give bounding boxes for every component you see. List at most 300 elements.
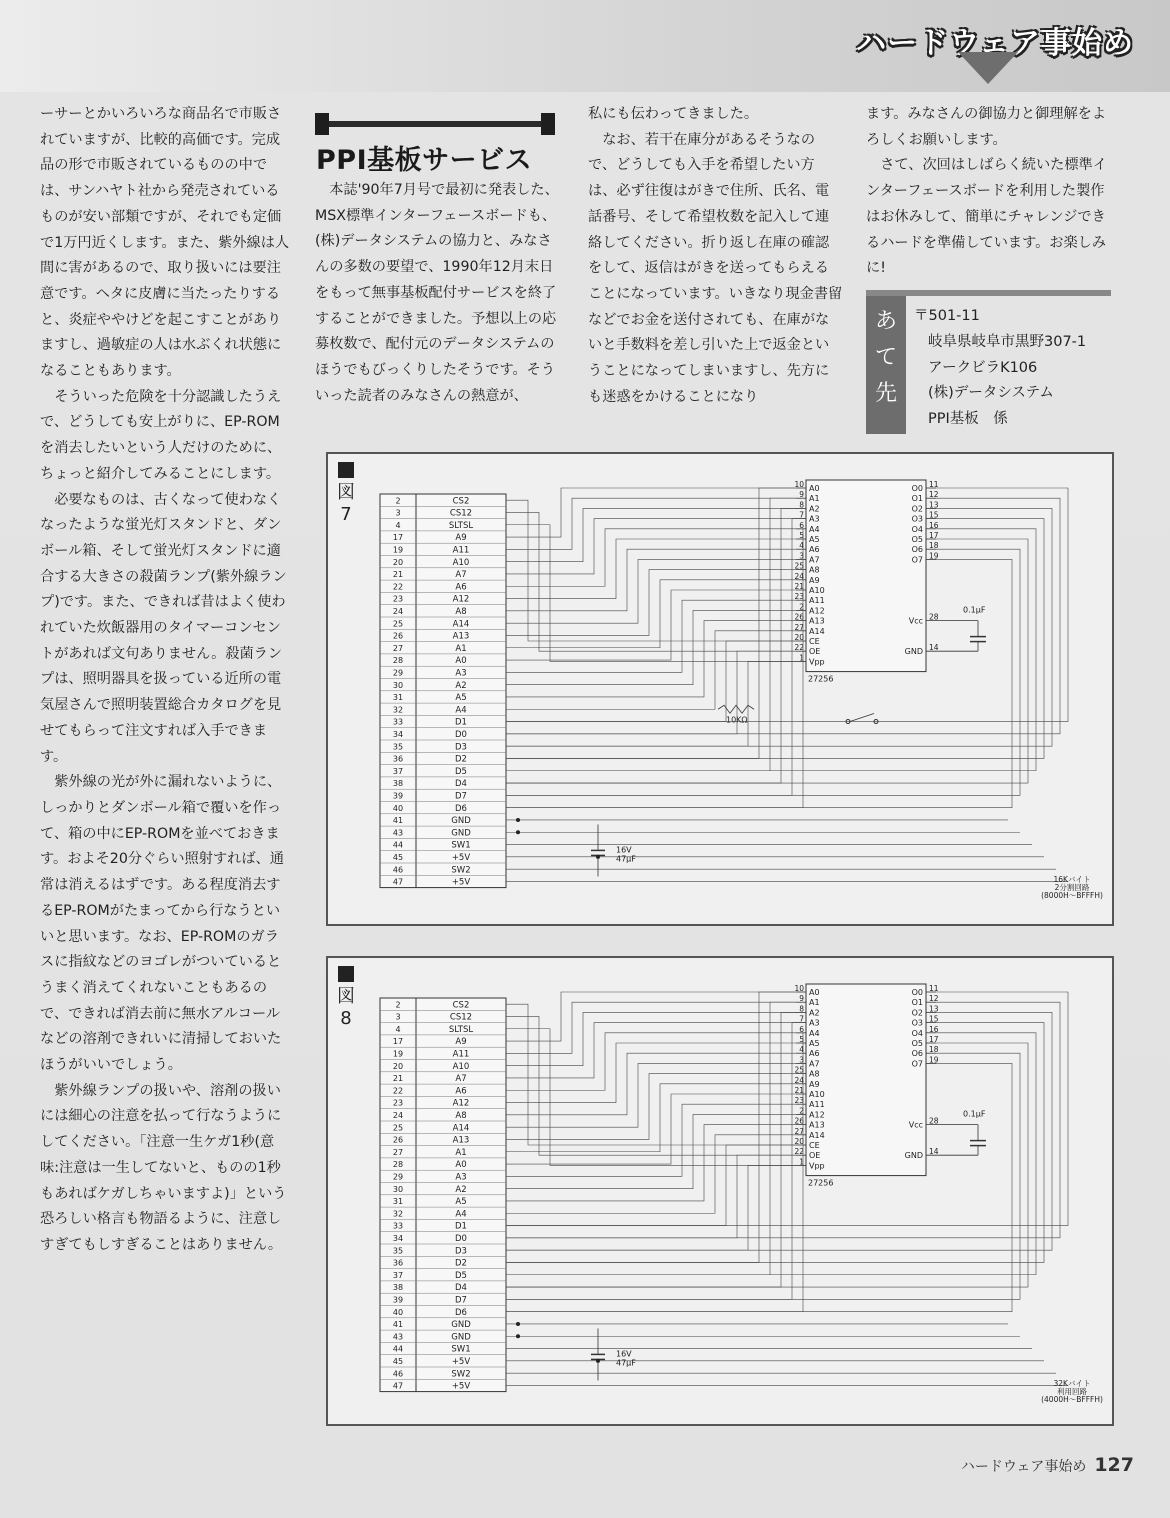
paragraph: ーサーとかいろいろな商品名で市販されていますが、比較的高価です。完成品の形で市販されているものの中では、サンハヤト社から発売されているものが安い部類ですが、それでも定価で1万円近くします。また、紫外線は人間に害があるので、取り扱いには要注意です。ヘタに皮膚に当たったりすると、炎症ややけどを起こすことがありますし、過敏症の人は水ぶくれ状態になることもあります。 [40,106,290,380]
figure-label: 図8 [336,966,356,1030]
connector-pin-number: 31 [392,1197,404,1207]
paragraph: さて、次回はしばらく続いた標準インターフェースボードを利用した製作はお休みして、簡単にチャレンジできるハードを準備しています。お楽しみに! [866,157,1107,277]
connector-signal-label: A9 [455,1037,467,1048]
connector-signal-label: D0 [455,1234,467,1244]
chip-pin-label: Vpp [809,1161,825,1171]
connector-pin-number: 36 [392,754,404,764]
chip-pin-number: 20 [794,633,804,642]
wire [506,1002,796,1053]
connector-signal-label: +5V [451,1381,471,1392]
connector-signal-label: A4 [455,705,467,716]
page-number: 127 [1094,1454,1134,1476]
connector-signal-label: A6 [455,1086,467,1097]
address-block [914,304,1086,433]
chip-pin-label: O0 [911,988,923,997]
electrolytic-voltage: 16V [616,1349,632,1359]
connector-signal-label: SW1 [451,840,471,851]
chip-pin-number: 24 [794,1075,804,1085]
chip-pin-number: 21 [794,582,804,591]
wire [506,1033,1036,1275]
connector-pin-number: 41 [392,1320,404,1330]
connector-signal-label: A5 [455,1197,467,1208]
chip-pin-number: 8 [799,1004,804,1014]
connector-pin-number: 38 [392,779,404,789]
paragraph: 必要なものは、古くなって使わなくなったような蛍光灯スタンドと、ダンボール箱、そして蛍光灯スタンドに適合する大きさの殺菌ランプ(紫外線ランプ)です。また、できれば昔はよく使われていた炊飯器用のタイマーコンセントがあれば文句ありません。殺菌ランプは、照明器具を扱っている近所の電気屋さんで照明装置総合カタログを見せてもらって注文すれば入手できます。 [40,491,287,765]
chip-pin-number: 17 [929,531,939,540]
wire [506,1135,796,1213]
chip-pin-number: 8 [799,500,804,510]
wire [506,519,796,574]
connector-signal-label: A7 [455,570,467,581]
chip-pin-label: A3 [809,1018,820,1028]
wire [506,529,796,586]
figure-note: 16Kバイト [1053,875,1091,884]
connector-pin-number: 26 [392,1135,404,1145]
connector-pin-number: 26 [392,631,404,641]
wire [506,500,796,641]
connector-pin-number: 33 [392,1221,404,1231]
connector-pin-number: 41 [392,816,404,826]
electrolytic-value: 47μF [616,854,636,864]
chip-pin-label: A14 [809,626,825,636]
wire [506,519,796,796]
chip-pin-number: 4 [799,1045,804,1055]
vcc-label: Vcc [908,1120,923,1130]
connector-signal-label: A9 [455,533,467,544]
chip-pin-number: 25 [794,1065,804,1075]
connector-pin-number: 35 [392,742,404,752]
chip-pin-number: 11 [929,984,939,993]
connector-signal-label: D2 [455,1258,467,1269]
connector-pin-number: 40 [392,803,404,813]
junction-dot [516,818,520,822]
junction-dot [516,1322,520,1326]
resistor [718,705,754,713]
chip-pin-number: 19 [929,551,939,561]
paragraph: そういった危険を十分認識したうえで、どうしても安上がりに、EP-ROMを消去したいという人だけのために、ちょっと紹介してみることにします。 [40,388,282,482]
connector-signal-label: D7 [455,791,467,802]
address-line: (株)データシステム [928,385,1054,402]
connector-pin-number: 32 [392,1209,404,1219]
gnd-label: GND [904,1151,923,1161]
chip-pin-label: A5 [809,1039,820,1048]
connector-signal-label: A2 [455,1184,467,1195]
connector-pin-number: 33 [392,717,404,727]
wire [506,1033,803,1312]
connector-pin-number: 43 [392,828,404,838]
connector-pin-number: 46 [392,865,404,875]
paragraph: ます。みなさんの御協力と御理解をよろしくお願いします。 [866,106,1107,148]
connector-signal-label: CS2 [452,1000,470,1011]
connector-signal-label: A0 [455,1160,467,1171]
connector-pin-number: 47 [392,1381,404,1391]
wire [506,1012,1052,1250]
connector-signal-label: A14 [452,619,470,630]
chip-pin-number: 27 [794,1126,804,1136]
chip-pin-number: 5 [799,1035,804,1044]
connector-signal-label: +5V [451,853,471,863]
paragraph: 私にも伝わってきました。 [588,106,759,122]
paragraph: 紫外線ランプの扱いや、溶剤の扱いには細心の注意を払って行なうようにしてください。「注意一生ケガ1秒(意味:注意は一生してないと、ものの1秒もあればケガしちゃいますよ)」という恐ろしい格言も物語るように、注意しすぎてもしすぎることはありません。 [40,1082,287,1253]
wire [506,1043,796,1103]
connector-pin-number: 3 [395,508,401,518]
chip-pin-label: A9 [809,1079,820,1089]
chip-pin-label: A1 [809,998,820,1008]
connector-signal-label: A4 [455,1209,467,1220]
wire [506,519,1044,759]
connector-signal-label: D7 [455,1295,467,1306]
wire [506,529,803,808]
chip-pin-label: A8 [809,565,820,575]
connector-pin-number: 34 [392,730,404,739]
wire [506,1004,796,1145]
paragraph: 紫外線の光が外に漏れないように、しっかりとダンボール箱で覆いを作って、箱の中にEP-ROMを並べておきます。およそ20分ぐらい照射すれば、通常は消えるはずです。ある程度消去するEP-ROMがたまってから行なうといいと思います。なお、EP-ROMのガラスに指紋などのヨゴレがついているとうまく消えてくれないこともあるので、できれば消去前に無水アルコールなどの溶剤できれいに清掃しておいたほうがいいでしょう。 [40,774,284,1074]
header-triangle [958,52,1018,84]
chip-pin-label: A2 [809,1008,820,1018]
connector-pin-number: 30 [392,1184,404,1194]
connector-signal-label: D1 [455,1221,467,1232]
connector-signal-label: A13 [452,1135,470,1146]
vcc-pin: 28 [929,612,939,622]
address-line: PPI基板 係 [928,411,1008,428]
circuit-diagram-7 [328,454,1112,924]
chip-pin-label: A10 [809,1090,825,1099]
connector-pin-number: 19 [392,545,404,555]
chip-pin-label: Vpp [809,657,825,667]
chip-pin-label: O5 [911,1039,923,1048]
chip-pin-label: A8 [809,1069,820,1079]
connector-pin-number: 21 [392,1074,404,1084]
connector-signal-label: A7 [455,1074,467,1085]
wire [506,631,796,709]
address-line: 〒501-11 [914,308,980,324]
connector-signal-label: D3 [455,742,467,753]
connector-pin-number: 29 [392,668,404,678]
connector-pin-number: 23 [392,1098,404,1108]
capacitor-value: 0.1μF [963,1109,986,1119]
connector-pin-number: 17 [392,533,404,543]
wire [506,498,1060,734]
chip-part-number: 27256 [808,674,834,684]
chip-pin-number: 3 [799,1055,804,1065]
wire [506,1016,796,1155]
address-label-char: 先 [874,381,897,406]
chip-pin-label: A11 [809,1100,825,1110]
connector-pin-number: 39 [392,1295,404,1305]
connector-pin-number: 20 [392,1061,404,1071]
connector-signal-label: A1 [455,643,467,654]
connector-pin-number: 39 [392,791,404,801]
connector-pin-number: 40 [392,1307,404,1317]
chip-pin-label: A10 [809,586,825,595]
wire [506,488,796,537]
text-column-2 [315,178,563,409]
figure-7 [326,452,1114,926]
chip-pin-label: O1 [911,494,923,504]
chip-pin-number: 4 [799,541,804,551]
chip-pin-label: A4 [809,1028,820,1038]
connector-pin-number: 47 [392,877,404,887]
chip-pin-number: 24 [794,571,804,581]
chip-pin-number: 6 [799,1024,804,1034]
connector-pin-number: 25 [392,1123,404,1133]
chip-pin-number: 18 [929,541,939,551]
connector-pin-number: 30 [392,680,404,690]
chip-pin-number: 5 [799,531,804,540]
connector-signal-label: D2 [455,754,467,765]
wire [506,1033,796,1090]
figure-note: 2分割回路 [1054,883,1090,892]
connector-signal-label: D0 [455,730,467,740]
chip-part-number: 27256 [808,1178,834,1188]
connector-signal-label: A6 [455,582,467,593]
gnd-pin: 14 [929,643,939,653]
gnd-pin: 14 [929,1147,939,1157]
chip-pin-label: CE [809,1141,820,1150]
chip-pin-number: 1 [799,1157,804,1167]
chip-pin-label: OE [809,1151,821,1161]
connector-signal-label: SLTSL [448,520,474,531]
header-title: ハードウェア事始め [856,26,1134,61]
paragraph: なお、若干在庫分があるそうなので、どうしても入手を希望したい方は、必ず往復はがきで住所、氏名、電話番号、そして希望枚数を記入して連絡してください。折り返し在庫の確認をして、返信はがきを送ってもらえることになっています。いきなり現金書留などでお金を送付されても、在庫がないと手数料を差し引いた上で返金ということになってしまいますし、先方にも迷惑をかけることになり [588,131,843,405]
connector-pin-number: 2 [395,496,401,506]
wire [506,621,796,697]
chip-pin-label: A0 [809,988,820,997]
chip-pin-number: 22 [794,643,804,653]
wire [506,508,1052,746]
section-title: PPI基板サービス [316,145,533,176]
chip-pin-label: A4 [809,524,820,534]
connector-pin-number: 24 [392,607,404,616]
chip-pin-label: CE [809,637,820,646]
connector-pin-number: 25 [392,619,404,629]
connector-signal-label: A13 [452,631,470,642]
connector-signal-label: D4 [455,1283,467,1294]
connector-pin-number: 17 [392,1037,404,1047]
junction-dot [596,855,600,859]
chip-pin-label: O4 [911,524,923,534]
figure-8 [326,956,1114,1426]
chip-pin-label: A11 [809,596,825,606]
chip-pin-label: O6 [911,1049,923,1059]
connector-pin-number: 24 [392,1111,404,1120]
connector-pin-number: 22 [392,582,404,592]
connector-signal-label: SLTSL [448,1024,474,1035]
wire [506,529,1036,771]
connector-signal-label: SW2 [451,865,471,876]
chip-pin-label: O4 [911,1028,923,1038]
connector-pin-number: 27 [392,1147,404,1157]
connector-signal-label: A3 [455,668,467,679]
connector-pin-number: 22 [392,1086,404,1096]
figure-note: (8000H〜BFFFH) [1041,891,1103,900]
chip-pin-label: A3 [809,514,820,524]
paragraph: 本誌'90年7月号で最初に発表した、MSX標準インターフェースボードも、(株)データシステムの協力と、みなさんの多数の要望で、1990年12月末日をもって無事基板配付サービスを終了することができました。予想以上の応募枚数で、配付元のデータシステムのほうでもびっくりしたそうです。そういった読者のみなさんの熱意が、 [315,182,559,404]
connector-pin-number: 34 [392,1234,404,1243]
connector-signal-label: A2 [455,680,467,691]
connector-pin-number: 23 [392,594,404,604]
connector-signal-label: CS12 [449,1012,473,1023]
connector-pin-number: 37 [392,766,404,776]
chip-pin-number: 26 [794,1116,804,1126]
connector-pin-number: 3 [395,1012,401,1022]
chip-pin-number: 7 [799,510,804,520]
wire [506,992,796,1041]
chip-pin-label: O0 [911,484,923,493]
connector-signal-label: GND [451,1332,471,1343]
section-bar [315,113,555,135]
connector-pin-number: 31 [392,693,404,703]
wire [506,512,796,651]
chip-pin-number: 12 [929,490,939,500]
footer-title: ハードウェア事始め [960,1459,1087,1475]
text-column-1 [40,102,290,1259]
chip-pin-label: O2 [911,1008,923,1018]
chip-pin-number: 17 [929,1035,939,1044]
chip-pin-number: 18 [929,1045,939,1055]
text-column-3 [588,102,843,410]
connector-pin-number: 28 [392,656,404,666]
connector-signal-label: D5 [455,766,467,777]
connector-signal-label: D6 [455,803,467,814]
connector-pin-number: 44 [392,1344,404,1354]
connector-pin-number: 28 [392,1160,404,1170]
text-column-4 [866,102,1116,282]
connector-pin-number: 20 [392,557,404,567]
chip-pin-number: 27 [794,622,804,632]
connector-pin-number: 4 [395,1024,401,1034]
chip-pin-label: O5 [911,535,923,544]
connector-signal-label: A12 [452,594,470,605]
eprom-chip [806,480,926,672]
wire [506,1002,1060,1238]
connector-pin-number: 37 [392,1270,404,1280]
chip-pin-number: 23 [794,592,804,602]
connector-signal-label: +5V [451,877,471,888]
connector-signal-label: +5V [451,1357,471,1367]
connector-signal-label: D1 [455,717,467,728]
circuit-diagram-8 [328,958,1112,1424]
chip-pin-number: 15 [929,1014,939,1024]
connector-pin-number: 35 [392,1246,404,1256]
address-line: アークビラK106 [928,359,1038,376]
connector-pin-number: 19 [392,1049,404,1059]
wire [506,1074,796,1140]
chip-pin-label: A6 [809,545,820,555]
wire [506,508,796,561]
connector-pin-number: 46 [392,1369,404,1379]
connector-pin-number: 32 [392,705,404,715]
connector-signal-label: SW1 [451,1344,471,1355]
resistor-value: 10KΩ [726,715,748,725]
connector-signal-label: A10 [452,557,470,568]
chip-pin-number: 1 [799,653,804,663]
junction-dot [516,830,520,834]
chip-pin-number: 2 [799,1106,804,1116]
connector-signal-label: A1 [455,1147,467,1158]
connector-signal-label: A11 [452,545,470,556]
chip-pin-label: O1 [911,998,923,1008]
figure-note: 32Kバイト [1053,1379,1091,1388]
chip-pin-number: 9 [799,994,804,1004]
chip-pin-label: O3 [911,1018,923,1028]
wire [506,559,796,623]
wire [506,539,796,599]
wire [506,1012,796,1065]
figure-note: (4000H〜BFFFH) [1041,1395,1103,1404]
connector-pin-number: 45 [392,1357,404,1366]
address-label-char: あ [874,309,897,334]
eprom-chip [806,984,926,1176]
connector-signal-label: GND [451,1320,471,1331]
chip-pin-number: 21 [794,1086,804,1095]
chip-pin-number: 2 [799,602,804,612]
chip-pin-label: O7 [911,1059,923,1069]
electrolytic-voltage: 16V [616,845,632,855]
chip-pin-number: 9 [799,490,804,500]
wire [506,590,796,660]
chip-pin-number: 11 [929,480,939,489]
chip-pin-number: 26 [794,612,804,622]
connector-pin-number: 21 [392,570,404,580]
connector-signal-label: A5 [455,693,467,704]
connector-signal-label: D5 [455,1270,467,1281]
wire [506,1063,796,1127]
chip-pin-number: 10 [794,480,804,489]
chip-pin-number: 12 [929,994,939,1004]
page-footer [961,1454,1134,1476]
connector-signal-label: CS12 [449,508,473,519]
connector-pin-number: 38 [392,1283,404,1293]
address-line: 岐阜県岐阜市黒野307-1 [928,333,1087,350]
chip-pin-number: 7 [799,1014,804,1024]
connector-signal-label: CS2 [452,496,470,507]
chip-pin-label: A7 [809,1059,820,1069]
chip-pin-label: O6 [911,545,923,555]
connector-signal-label: A8 [455,607,467,617]
connector-signal-label: GND [451,828,471,839]
chip-pin-label: A9 [809,575,820,585]
chip-pin-number: 3 [799,551,804,561]
connector-signal-label: D3 [455,1246,467,1257]
chip-pin-label: O3 [911,514,923,524]
chip-pin-number: 20 [794,1137,804,1146]
chip-pin-label: A2 [809,504,820,514]
chip-pin-label: A13 [809,1120,825,1130]
connector-signal-label: A11 [452,1049,470,1060]
wire [506,661,796,746]
vcc-label: Vcc [908,616,923,626]
chip-pin-label: O7 [911,555,923,565]
connector-signal-label: D4 [455,779,467,790]
connector-pin-number: 2 [395,1000,401,1010]
connector-signal-label: GND [451,816,471,827]
chip-pin-label: A14 [809,1130,825,1140]
connector-signal-label: D6 [455,1307,467,1318]
chip-pin-label: A12 [809,1110,825,1120]
address-label-char: て [874,345,897,370]
chip-pin-label: A12 [809,606,825,616]
chip-pin-number: 13 [929,500,939,510]
chip-pin-label: A6 [809,1049,820,1059]
gnd-label: GND [904,647,923,657]
connector-pin-number: 44 [392,840,404,850]
wire [506,1023,796,1078]
junction-dot [516,1334,520,1338]
chip-pin-label: A7 [809,555,820,565]
connector-pin-number: 27 [392,643,404,653]
connector-signal-label: A12 [452,1098,470,1109]
